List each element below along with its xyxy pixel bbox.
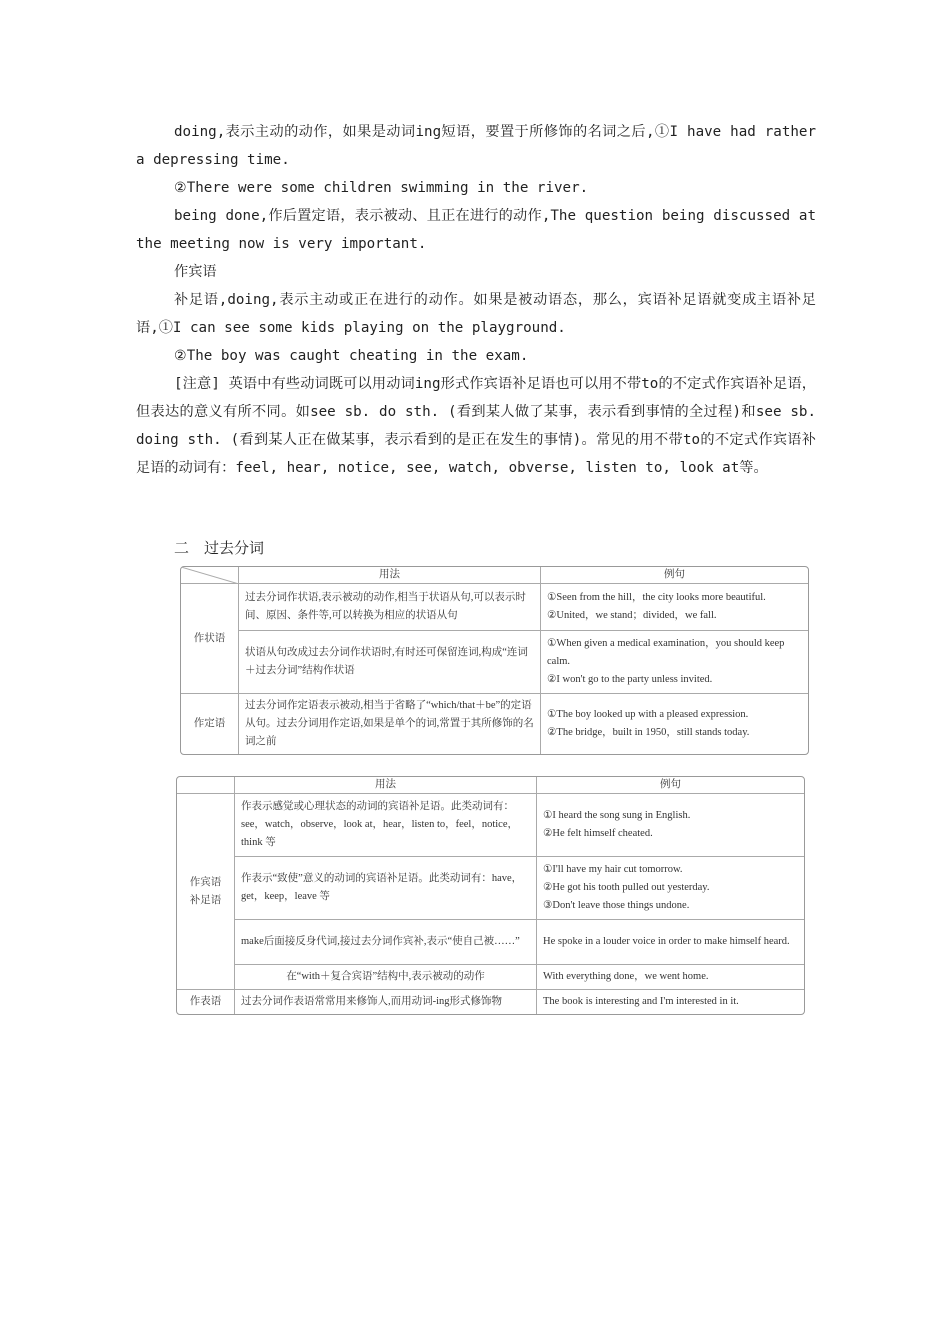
header-example: 例句 <box>537 777 804 794</box>
example-sentence: ①I heard the song sung in English. <box>543 810 691 821</box>
example-sentence: ③Don't leave those things undone. <box>543 900 690 911</box>
example-sentence: With everything done，we went home. <box>543 971 709 982</box>
category-object-complement: 作宾语补足语 <box>177 794 235 990</box>
header-usage: 用法 <box>239 567 541 584</box>
example-cell <box>537 920 804 965</box>
table-header-row <box>181 567 808 584</box>
category-predicative: 作表语 <box>177 990 235 1014</box>
paragraph-example-swimming: ②There were some children swimming in the river. <box>174 180 589 196</box>
example-sentence: ②United，we stand；divided，we fall. <box>547 610 717 621</box>
example-sentence: ①The boy looked up with a pleased expression. <box>547 709 749 720</box>
example-cell <box>537 990 804 1014</box>
past-participle-table-2 <box>176 776 805 1015</box>
example-sentence: ②I won't go to the party unless invited. <box>547 674 713 685</box>
usage-cell: make后面接反身代词,接过去分词作宾补,表示“使自己被……” <box>235 920 537 965</box>
corner-diagonal-line <box>181 567 239 584</box>
table-row <box>177 857 804 920</box>
example-sentence: ②He felt himself cheated. <box>543 828 653 839</box>
table-row <box>177 794 804 857</box>
header-example: 例句 <box>541 567 808 584</box>
usage-cell: 过去分词作表语常常用来修饰人,而用动词-ing形式修饰物 <box>235 990 537 1014</box>
paragraph-example-cheating: ②The boy was caught cheating in the exam. <box>174 348 529 364</box>
table-row <box>177 965 804 990</box>
header-corner <box>177 777 235 794</box>
example-sentence: The book is interesting and I'm interested in it. <box>543 996 739 1007</box>
usage-cell: 状语从句改成过去分词作状语时,有时还可保留连词,构成“连词＋过去分词”结构作状语 <box>239 631 541 694</box>
section-heading: 二 过去分词 <box>174 539 265 557</box>
example-sentence: He spoke in a louder voice in order to make himself heard. <box>543 936 790 947</box>
table-header-row <box>177 777 804 794</box>
paragraph-present-participle-attributive: doing,表示主动的动作，如果是动词ing短语，要置于所修饰的名词之后,①I have had rather a depressing time. <box>136 124 816 168</box>
table-row <box>177 990 804 1014</box>
example-cell <box>537 965 804 990</box>
example-sentence: ②The bridge，built in 1950，still stands today. <box>547 727 750 738</box>
table-row <box>181 694 808 754</box>
example-sentence: ②He got his tooth pulled out yesterday. <box>543 882 710 893</box>
example-cell <box>541 694 808 754</box>
paragraph-object-label: 作宾语 <box>174 264 217 280</box>
paragraph-being-done: being done,作后置定语，表示被动、且正在进行的动作,The question being discussed at the meeting now is very important. <box>136 208 816 252</box>
example-sentence: ①When given a medical examination，you should keep calm. <box>547 638 785 667</box>
usage-cell: 在“with＋复合宾语”结构中,表示被动的动作 <box>235 965 537 990</box>
usage-cell: 过去分词作状语,表示被动的动作,相当于状语从句,可以表示时间、原因、条件等,可以转换为相应的状语从句 <box>239 584 541 631</box>
paragraph-object-complement: 补足语,doing,表示主动或正在进行的动作。如果是被动语态，那么，宾语补足语就变成主语补足语,①I can see some kids playing on the playground. <box>136 292 816 336</box>
past-participle-table-1 <box>180 566 809 755</box>
example-cell <box>541 584 808 631</box>
example-sentence: ①Seen from the hill，the city looks more beautiful. <box>547 592 766 603</box>
category-attributive: 作定语 <box>181 694 239 754</box>
header-corner <box>181 567 239 584</box>
usage-cell: 过去分词作定语表示被动,相当于省略了“which/that＋be”的定语从句。过去分词用作定语,如果是单个的词,常置于其所修饰的名词之前 <box>239 694 541 754</box>
category-adverbial: 作状语 <box>181 584 239 694</box>
table-row <box>181 584 808 631</box>
example-cell <box>537 794 804 857</box>
header-usage: 用法 <box>235 777 537 794</box>
example-cell <box>541 631 808 694</box>
usage-cell: 作表示“致使”意义的动词的宾语补足语。此类动词有：have，get，keep，leave 等 <box>235 857 537 920</box>
example-sentence: ①I'll have my hair cut tomorrow. <box>543 864 683 875</box>
table-row <box>181 631 808 694</box>
table-row <box>177 920 804 965</box>
usage-cell: 作表示感觉或心理状态的动词的宾语补足语。此类动词有：see，watch，observe，look at，hear，listen to，feel，notice，think 等 <box>235 794 537 857</box>
example-cell <box>537 857 804 920</box>
paragraph-note: [注意] 英语中有些动词既可以用动词ing形式作宾语补足语也可以用不带to的不定式作宾语补足语，但表达的意义有所不同。如see sb. do sth. (看到某人做了某事，表示看到事情的全过程)和see sb. doing sth. (看到某人正在做某事，表示看到的是正在发生的事情)。常见的用不带to的不定式作宾语补足语的动词有：feel, hear, notice, see, watch, obverse, listen to, look at等。 <box>136 376 816 476</box>
